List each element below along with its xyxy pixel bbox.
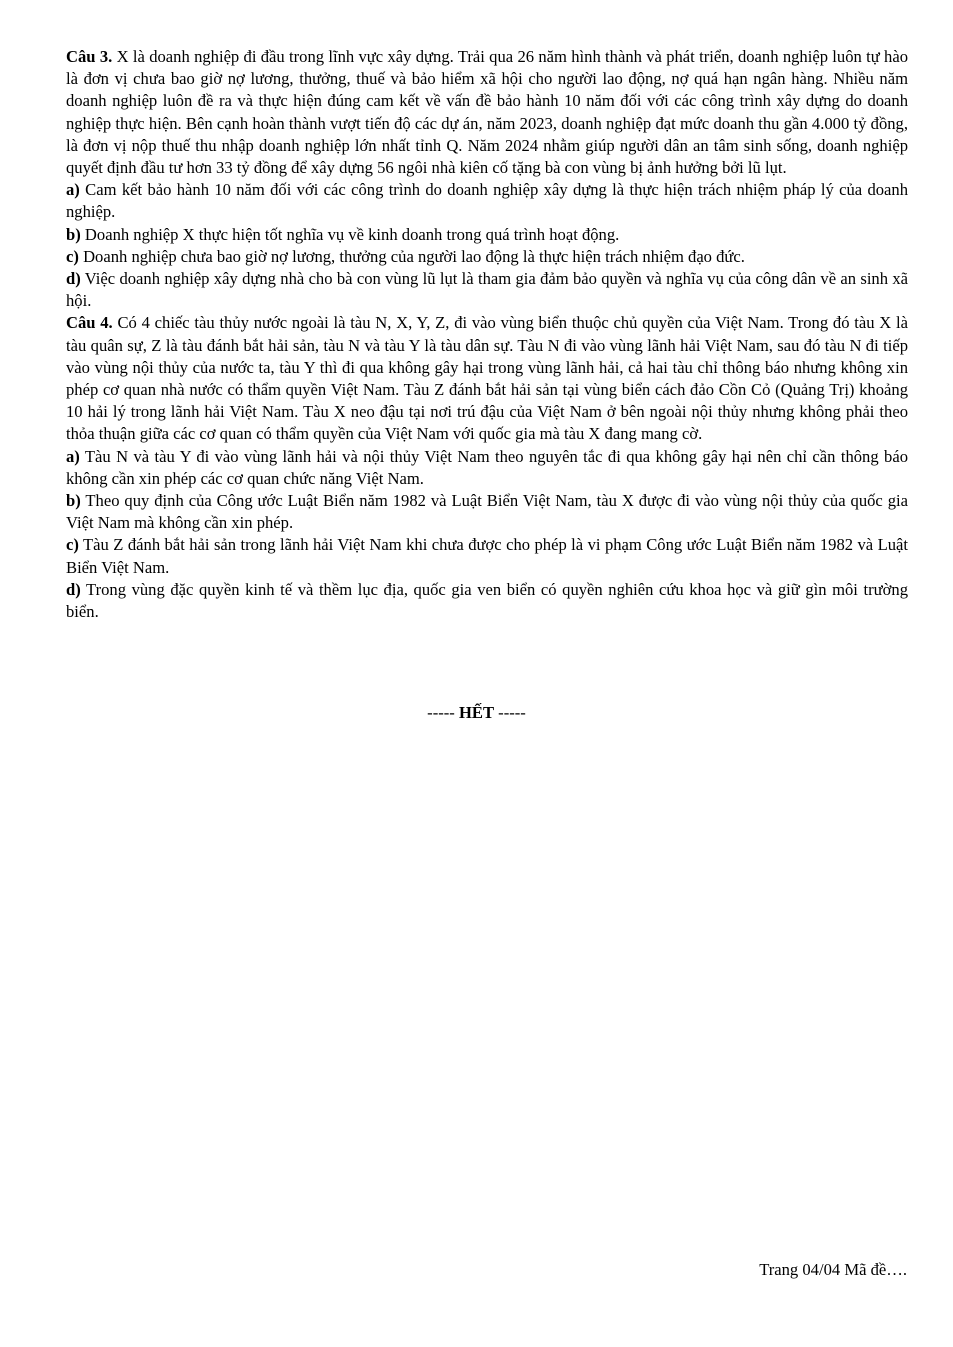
page-footer: Trang 04/04 Mã đề…. bbox=[759, 1260, 907, 1279]
option-3a bbox=[66, 179, 908, 223]
question-3-stem bbox=[66, 46, 908, 179]
option-4a bbox=[66, 446, 908, 490]
option-text: Doanh nghiệp chưa bao giờ nợ lương, thưởng của người lao động là thực hiện trách nhiệm đạo đức. bbox=[83, 246, 745, 266]
option-3c bbox=[66, 246, 908, 268]
option-label: c) bbox=[66, 535, 79, 555]
option-label: c) bbox=[66, 246, 79, 266]
option-label: b) bbox=[66, 491, 81, 511]
end-word: HẾT bbox=[458, 703, 495, 722]
question-number: Câu 4. bbox=[66, 313, 113, 333]
option-text: Cam kết bảo hành 10 năm đối với các công trình do doanh nghiệp xây dựng là thực hiện trách nhiệm pháp lý của doanh nghiệp. bbox=[66, 180, 908, 222]
option-label: d) bbox=[66, 269, 81, 289]
option-text: Tàu N và tàu Y đi vào vùng lãnh hải và nội thủy Việt Nam theo nguyên tắc đi qua không gây hại nên chỉ cần thông báo không cần xin phép các cơ quan chức năng Việt Nam. bbox=[66, 446, 908, 488]
end-dash-left: ----- bbox=[427, 703, 455, 722]
option-4d bbox=[66, 579, 908, 623]
question-text: X là doanh nghiệp đi đầu trong lĩnh vực xây dựng. Trải qua 26 năm hình thành và phát triển, doanh nghiệp luôn tự hào là đơn vị chưa bao giờ nợ lương, thưởng, thuế và bảo hiểm xã hội cho người lao động, nợ quá hạn ngân hàng. Nhiều năm doanh nghiệp luôn đề ra và thực hiện đúng cam kết về vấn đề bảo hành 10 năm đối với các công trình xây dựng do doanh nghiệp thực hiện. Bên cạnh hoàn thành vượt tiến độ các dự án, năm 2023, doanh nghiệp đạt mức doanh thu gần 4.000 tỷ đồng, là đơn vị nộp thuế thu nhập doanh nghiệp lớn nhất tỉnh Q. Năm 2024 nhằm giúp người dân an tâm sinh sống, doanh nghiệp quyết định đầu tư hơn 33 tỷ đồng để xây dựng 56 ngôi nhà kiên cố tặng bà con vùng bị ảnh hưởng bởi lũ lụt. bbox=[66, 47, 909, 178]
option-text: Việc doanh nghiệp xây dựng nhà cho bà con vùng lũ lụt là tham gia đảm bảo quyền và nghĩa vụ của công dân về an sinh xã hội. bbox=[66, 269, 908, 311]
question-4-stem bbox=[66, 312, 908, 445]
option-3b bbox=[66, 224, 908, 246]
option-4b bbox=[66, 490, 908, 534]
option-text: Trong vùng đặc quyền kinh tế và thềm lục địa, quốc gia ven biển có quyền nghiên cứu khoa học và giữ gìn môi trường biển. bbox=[66, 579, 908, 622]
question-number: Câu 3. bbox=[66, 47, 113, 66]
option-label: a) bbox=[66, 446, 80, 466]
option-4c bbox=[66, 534, 908, 578]
end-dash-right: ----- bbox=[498, 703, 526, 722]
question-text: Có 4 chiếc tàu thủy nước ngoài là tàu N, X, Y, Z, đi vào vùng biển thuộc chủ quyền của Việt Nam. Trong đó tàu X là tàu quân sự, Z là tàu đánh bắt hải sản, tàu N và tàu Y là tàu dân sự. Tàu N đi vào vùng lãnh hải Việt Nam, sau đó tàu N đi tiếp vào vùng nội thủy của nước ta, tàu Y thì đi qua không gây hại trong vùng lãnh hải, cả hai tàu chỉ thông báo nhưng không xin phép cơ quan nhà nước có thẩm quyền Việt Nam. Tàu Z đánh bắt hải sản tại vùng biển cách đảo Cồn Cỏ (Quảng Trị) khoảng 10 hải lý trong lãnh hải Việt Nam. Tàu X neo đậu tại nơi trú đậu của Việt Nam ở bên ngoài nội thủy nhưng không phải theo thỏa thuận giữa các cơ quan có thẩm quyền của Việt Nam với quốc gia mà tàu X đang mang cờ. bbox=[66, 313, 908, 444]
option-text: Tàu Z đánh bắt hải sản trong lãnh hải Việt Nam khi chưa được cho phép là vi phạm Công ước Luật Biển năm 1982 và Luật Biển Việt Nam. bbox=[66, 535, 908, 577]
option-3d bbox=[66, 268, 908, 312]
option-label: a) bbox=[66, 180, 80, 200]
option-label: b) bbox=[66, 224, 81, 244]
document-body bbox=[66, 46, 908, 623]
option-text: Doanh nghiệp X thực hiện tốt nghĩa vụ về kinh doanh trong quá trình hoạt động. bbox=[84, 224, 620, 244]
option-label: d) bbox=[66, 579, 81, 599]
option-text: Theo quy định của Công ước Luật Biển năm 1982 và Luật Biển Việt Nam, tàu X được đi vào vùng nội thủy của quốc gia Việt Nam mà không cần xin phép. bbox=[66, 491, 908, 533]
end-marker bbox=[0, 703, 953, 723]
